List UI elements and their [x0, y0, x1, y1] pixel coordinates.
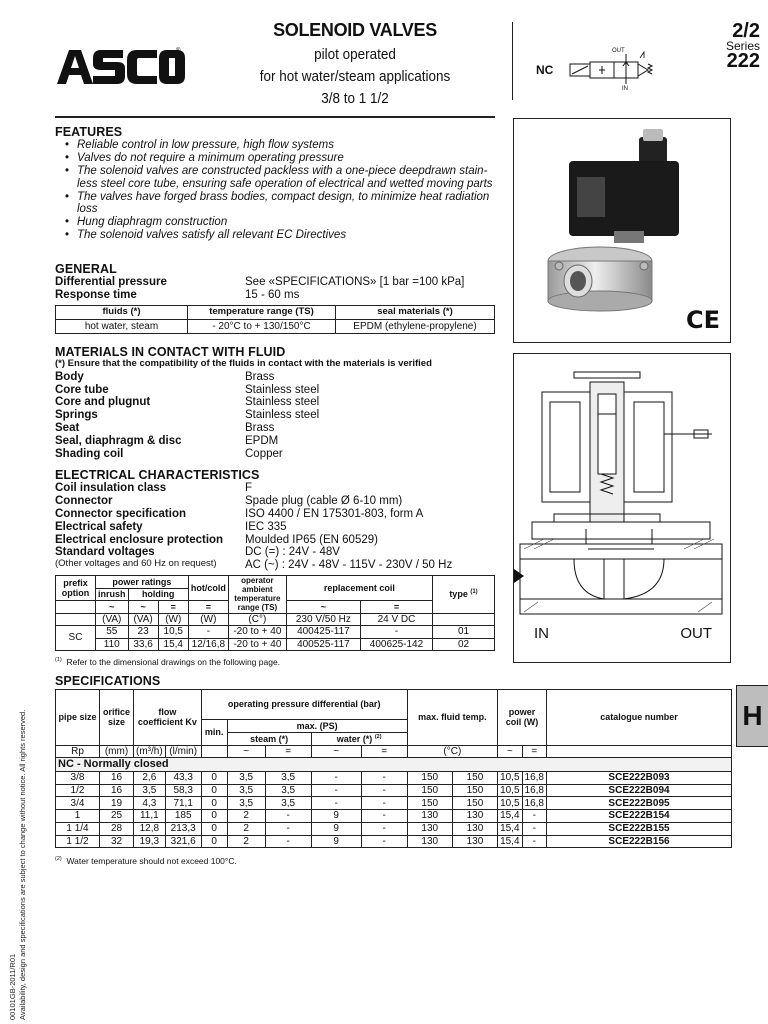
- table-cell: 1 1/2: [56, 835, 100, 848]
- holding-dc-symbol: =: [158, 601, 188, 614]
- footnote-mark: (1): [55, 657, 62, 663]
- table-cell: -: [522, 810, 546, 823]
- coil-dc-symbol: =: [522, 745, 546, 758]
- unit-rp: Rp: [56, 745, 100, 758]
- table-cell: 2: [227, 810, 265, 823]
- table-cell: -: [311, 797, 361, 810]
- material-value: EPDM: [245, 435, 279, 447]
- seal-header: seal materials (*): [336, 305, 495, 319]
- fluids-cell: hot water, steam: [56, 319, 188, 333]
- table-cell: 10,5: [498, 771, 522, 784]
- catalogue-number-cell: SCE222B094: [547, 784, 732, 797]
- general-value: 15 - 60 ms: [245, 288, 300, 301]
- table-cell: -: [361, 797, 407, 810]
- materials-section: [55, 345, 500, 461]
- table-cell: 0: [201, 797, 227, 810]
- table-cell: 19: [100, 797, 134, 810]
- electrical-value: Spade plug (cable Ø 6-10 mm): [245, 494, 403, 507]
- nc-label: NC: [536, 63, 554, 77]
- subtitle-pilot: pilot operated: [314, 46, 396, 64]
- table-cell: 10,5: [498, 784, 522, 797]
- footnote-mark: (2): [55, 856, 62, 862]
- material-value: Brass: [245, 370, 275, 383]
- table-cell: 02: [433, 638, 495, 651]
- material-part: Seat: [55, 422, 80, 435]
- temperature-header: temperature range (TS): [188, 305, 336, 319]
- electrical-key: Electrical enclosure protection: [55, 533, 224, 546]
- table-cell: -: [361, 835, 407, 848]
- table-cell: 185: [165, 810, 201, 823]
- material-part: Seal, diaphragm & disc: [55, 435, 182, 447]
- table-cell: 12/16,8: [188, 638, 228, 651]
- general-row: [55, 289, 495, 302]
- electrical-value: F: [245, 482, 253, 494]
- table-cell: -: [265, 822, 311, 835]
- inlet-label: IN: [534, 625, 549, 642]
- materials-row: [55, 396, 500, 409]
- table-cell: 150: [407, 797, 452, 810]
- table-cell: 16,8: [522, 797, 546, 810]
- table-cell: 150: [452, 771, 497, 784]
- max-ps-header: max. (PS): [227, 720, 407, 733]
- symbol-in-label: IN: [622, 86, 628, 92]
- table-cell: 130: [452, 810, 497, 823]
- water-header-text: water (*): [336, 733, 373, 744]
- table-cell: 130: [407, 810, 452, 823]
- table-cell: 15,4: [498, 822, 522, 835]
- table-cell: 0: [201, 822, 227, 835]
- table-cell: 2,6: [134, 771, 166, 784]
- table-cell: 9: [311, 810, 361, 823]
- specifications-table: [55, 689, 732, 848]
- electrical-value: ISO 4400 / EN 175301-803, form A: [245, 507, 424, 520]
- table-cell: -: [188, 626, 228, 639]
- table-row: [56, 822, 732, 835]
- unit-230v: 230 V/50 Hz: [286, 613, 360, 626]
- general-title: GENERAL: [55, 262, 117, 276]
- electrical-key: Electrical safety: [55, 520, 143, 533]
- material-part: Core and plugnut: [55, 396, 151, 409]
- table-cell: 3,5: [265, 797, 311, 810]
- general-section: [55, 262, 495, 334]
- vertical-legal-text: [8, 710, 28, 1020]
- pipe-size-header: pipe size: [56, 690, 100, 746]
- table-cell: -: [522, 835, 546, 848]
- type-footnote-mark: (1): [470, 589, 478, 596]
- hotcold-header: hot/cold: [188, 576, 228, 601]
- material-value: Stainless steel: [245, 409, 320, 422]
- table-cell: 400625-142: [360, 638, 432, 651]
- hotcold-dc-symbol: =: [188, 601, 228, 614]
- table-cell: 11,1: [134, 810, 166, 823]
- table-cell: 2: [227, 822, 265, 835]
- table-cell: 43,3: [165, 771, 201, 784]
- electrical-key: Standard voltages: [55, 546, 155, 559]
- table-cell: -20 to + 40: [228, 626, 286, 639]
- table-cell: -: [311, 784, 361, 797]
- materials-row: [55, 384, 500, 397]
- outlet-label: OUT: [680, 625, 712, 642]
- table-row: [56, 835, 732, 848]
- table-cell: 3,5: [227, 797, 265, 810]
- table-cell: 23: [128, 626, 158, 639]
- table-cell: 1: [56, 810, 100, 823]
- table-cell: 0: [201, 810, 227, 823]
- table-cell: -: [361, 784, 407, 797]
- feature-item: • The solenoid valves satisfy all relevant EC Directives: [55, 229, 500, 242]
- table-cell: 130: [407, 822, 452, 835]
- electrical-row: [55, 521, 500, 534]
- footnote-text: Refer to the dimensional drawings on the following page.: [66, 656, 281, 667]
- materials-row: [55, 422, 500, 435]
- table-cell: 1 1/4: [56, 822, 100, 835]
- inrush-ac-symbol: ~: [96, 601, 129, 614]
- valve-symbol: [566, 44, 666, 94]
- vertical-code: 00101GB-2011/R01: [8, 953, 17, 1020]
- table-cell: 15,4: [498, 810, 522, 823]
- table-cell: -20 to + 40: [228, 638, 286, 651]
- ways-label: 2/2: [732, 20, 760, 42]
- electrical-key: Coil insulation class: [55, 482, 167, 494]
- table-cell: 0: [201, 771, 227, 784]
- table-cell: 3,5: [265, 784, 311, 797]
- steam-ac-symbol: ~: [227, 745, 265, 758]
- catalogue-number-cell: SCE222B093: [547, 771, 732, 784]
- prefix-cell: SC: [56, 626, 96, 651]
- unit-c: (C°): [228, 613, 286, 626]
- table-cell: 400425-117: [286, 626, 360, 639]
- feature-item: • Hung diaphragm construction: [55, 216, 500, 229]
- type-header-text: type: [449, 589, 468, 600]
- fluids-table: [55, 305, 495, 334]
- min-header: min.: [201, 720, 227, 746]
- holding-header: holding: [128, 588, 188, 601]
- table-cell: 15,4: [158, 638, 188, 651]
- table-cell: 16,8: [522, 771, 546, 784]
- catalogue-header: catalogue number: [547, 690, 732, 746]
- feature-item: • The valves have forged brass bodies, compact design, to minimize heat radiation loss: [55, 191, 500, 217]
- materials-title: MATERIALS IN CONTACT WITH FLUID: [55, 345, 286, 359]
- table-cell: -: [361, 810, 407, 823]
- electrical-title: ELECTRICAL CHARACTERISTICS: [55, 468, 260, 482]
- table-cell: 150: [452, 797, 497, 810]
- table-cell: 71,1: [165, 797, 201, 810]
- catalogue-number-cell: SCE222B156: [547, 835, 732, 848]
- table-cell: 58,3: [165, 784, 201, 797]
- subtitle-sizes: 3/8 to 1 1/2: [321, 90, 389, 108]
- table-row: [56, 771, 732, 784]
- unit-w: (W): [158, 613, 188, 626]
- electrical-row: [55, 534, 500, 547]
- spec-rows: [56, 771, 732, 848]
- material-value: Brass: [245, 422, 275, 435]
- water-footnote-mark: (2): [374, 733, 382, 740]
- feature-item: • The solenoid valves are constructed packless with a one-piece deepdrawn stain-less steel core tube, ensuring safe operation of electrical and wetted moving parts: [55, 165, 500, 191]
- max-temp-header: max. fluid temp.: [407, 690, 497, 746]
- ce-mark: CE: [685, 306, 720, 335]
- table-cell: 9: [311, 822, 361, 835]
- prefix-header: prefix option: [56, 576, 96, 601]
- pressure-header: operating pressure differential (bar): [201, 690, 407, 720]
- table-cell: 3,5: [265, 771, 311, 784]
- table-cell: 16,8: [522, 784, 546, 797]
- power-coil-header: power coil (W): [498, 690, 547, 746]
- table-cell: 130: [407, 835, 452, 848]
- unit-m3h: (m³/h): [134, 745, 166, 758]
- power-footnote: [55, 657, 280, 667]
- material-part: Shading coil: [55, 447, 124, 460]
- type-header: [433, 576, 495, 614]
- table-cell: 9: [311, 835, 361, 848]
- flow-coefficient-header: flow coefficient Kv: [134, 690, 202, 746]
- table-cell: -: [360, 626, 432, 639]
- materials-row: [55, 435, 500, 448]
- features-section: [55, 125, 500, 242]
- document-title: SOLENOID VALVES: [273, 20, 437, 40]
- materials-row: [55, 409, 500, 422]
- steam-dc-symbol: =: [265, 745, 311, 758]
- table-cell: 321,6: [165, 835, 201, 848]
- feature-item: • Reliable control in low pressure, high flow systems: [55, 139, 500, 152]
- table-cell: 33,6: [128, 638, 158, 651]
- ac-voltages: AC (~) : 24V - 48V - 115V - 230V / 50 Hz: [245, 559, 453, 572]
- orifice-size-header: orifice size: [100, 690, 134, 746]
- table-cell: 16: [100, 771, 134, 784]
- table-cell: 1/2: [56, 784, 100, 797]
- symbol-out-label: OUT: [612, 48, 625, 54]
- table-cell: 10,5: [498, 797, 522, 810]
- table-cell: 2: [227, 835, 265, 848]
- table-cell: 55: [96, 626, 129, 639]
- features-title: FEATURES: [55, 125, 123, 139]
- coil-ac-symbol: ~: [498, 745, 522, 758]
- holding-ac-symbol: ~: [128, 601, 158, 614]
- table-cell: 3,5: [227, 771, 265, 784]
- series-label: Series: [725, 39, 760, 54]
- features-list: [55, 139, 500, 242]
- table-cell: 3/8: [56, 771, 100, 784]
- electrical-section: [55, 468, 500, 572]
- series-number: 222: [726, 49, 760, 72]
- cross-section-box: [513, 353, 731, 663]
- replacement-coil-header: replacement coil: [286, 576, 432, 601]
- unit-va: (VA): [128, 613, 158, 626]
- material-value: Copper: [245, 447, 283, 460]
- section-tab: H: [736, 685, 768, 747]
- title-block: [220, 20, 490, 110]
- catalogue-number-cell: SCE222B155: [547, 822, 732, 835]
- fluids-header: fluids (*): [56, 305, 188, 319]
- table-row: [56, 797, 732, 810]
- material-value: Stainless steel: [245, 383, 320, 396]
- table-cell: 28: [100, 822, 134, 835]
- unit-mm: (mm): [100, 745, 134, 758]
- table-cell: 32: [100, 835, 134, 848]
- table-cell: 3,5: [227, 784, 265, 797]
- table-cell: -: [361, 822, 407, 835]
- table-cell: 19,3: [134, 835, 166, 848]
- electrical-row: [55, 482, 500, 495]
- table-cell: 150: [452, 784, 497, 797]
- table-cell: 150: [407, 784, 452, 797]
- water-header: [311, 732, 407, 745]
- replacement-dc-symbol: =: [360, 601, 432, 614]
- water-dc-symbol: =: [361, 745, 407, 758]
- table-cell: -: [311, 771, 361, 784]
- table-cell: 213,3: [165, 822, 201, 835]
- table-cell: 15,4: [498, 835, 522, 848]
- table-cell: 3/4: [56, 797, 100, 810]
- table-cell: 3,5: [134, 784, 166, 797]
- table-cell: -: [265, 810, 311, 823]
- materials-row: [55, 448, 500, 461]
- materials-row: [55, 371, 500, 384]
- electrical-row: [55, 495, 500, 508]
- seal-cell: EPDM (ethylene-propylene): [336, 319, 495, 333]
- materials-note: (*) Ensure that the compatibility of the fluids in contact with the materials is verified: [55, 358, 432, 369]
- power-ratings-table: [55, 575, 495, 651]
- subtitle-application: for hot water/steam applications: [259, 68, 451, 86]
- table-cell: 0: [201, 835, 227, 848]
- cross-section-drawing: [514, 354, 729, 634]
- unit-celsius: (°C): [407, 745, 497, 758]
- table-cell: -: [522, 822, 546, 835]
- table-cell: -: [361, 771, 407, 784]
- unit-va: (VA): [96, 613, 129, 626]
- table-cell: 0: [201, 784, 227, 797]
- material-part: Body: [55, 370, 84, 383]
- table-cell: 110: [96, 638, 129, 651]
- table-cell: 400525-117: [286, 638, 360, 651]
- group-row-nc: NC - Normally closed: [56, 758, 732, 771]
- general-row: [55, 276, 495, 289]
- table-cell: 25: [100, 810, 134, 823]
- electrical-value: DC (=) : 24V - 48V: [245, 546, 340, 559]
- header-rule: [55, 116, 495, 118]
- electrical-row: [55, 559, 500, 572]
- electrical-value: IEC 335: [245, 520, 287, 533]
- general-value: See «SPECIFICATIONS» [1 bar =100 kPa]: [245, 276, 465, 288]
- footnote-text: Water temperature should not exceed 100°C.: [66, 855, 237, 866]
- table-cell: 4,3: [134, 797, 166, 810]
- table-cell: 12,8: [134, 822, 166, 835]
- table-cell: -: [265, 835, 311, 848]
- material-value: Stainless steel: [245, 396, 320, 409]
- ambient-header: operator ambient temperature range (TS): [228, 576, 286, 614]
- header-divider: [512, 22, 513, 100]
- table-row: [56, 810, 732, 823]
- vertical-disclaimer: Availability, design and specifications are subject to change without notice. All rights reserved.: [18, 709, 27, 1020]
- inrush-header: inrush: [96, 588, 129, 601]
- series-block: [726, 20, 760, 72]
- unit-w: (W): [188, 613, 228, 626]
- electrical-key: Connector specification: [55, 507, 186, 520]
- table-cell: 16: [100, 784, 134, 797]
- asco-logo: [55, 44, 185, 86]
- table-row: [56, 784, 732, 797]
- unit-24v: 24 V DC: [360, 613, 432, 626]
- material-part: Core tube: [55, 383, 109, 396]
- electrical-value: Moulded IP65 (EN 60529): [245, 533, 378, 546]
- general-key: Response time: [55, 288, 137, 301]
- product-photo-box: [513, 118, 731, 343]
- electrical-row: [55, 508, 500, 521]
- unit-lmin: (l/min): [165, 745, 201, 758]
- specifications-title: SPECIFICATIONS: [55, 674, 161, 688]
- table-cell: 01: [433, 626, 495, 639]
- temperature-cell: - 20°C to + 130/150°C: [188, 319, 336, 333]
- steam-header: steam (*): [227, 732, 311, 745]
- water-ac-symbol: ~: [311, 745, 361, 758]
- table-cell: 130: [452, 835, 497, 848]
- spec-footnote: [55, 856, 237, 866]
- table-cell: 10,5: [158, 626, 188, 639]
- replacement-ac-symbol: ~: [286, 601, 360, 614]
- table-cell: 130: [452, 822, 497, 835]
- general-key: Differential pressure: [55, 276, 167, 288]
- svg-text:®: ®: [176, 48, 181, 54]
- material-part: Springs: [55, 409, 98, 422]
- catalogue-number-cell: SCE222B095: [547, 797, 732, 810]
- catalogue-number-cell: SCE222B154: [547, 810, 732, 823]
- feature-item: • Valves do not require a minimum operating pressure: [55, 152, 500, 165]
- table-cell: 150: [407, 771, 452, 784]
- electrical-key: Connector: [55, 494, 113, 507]
- other-voltages-label: (Other voltages and 60 Hz on request): [55, 558, 217, 570]
- power-ratings-header: power ratings: [96, 576, 189, 589]
